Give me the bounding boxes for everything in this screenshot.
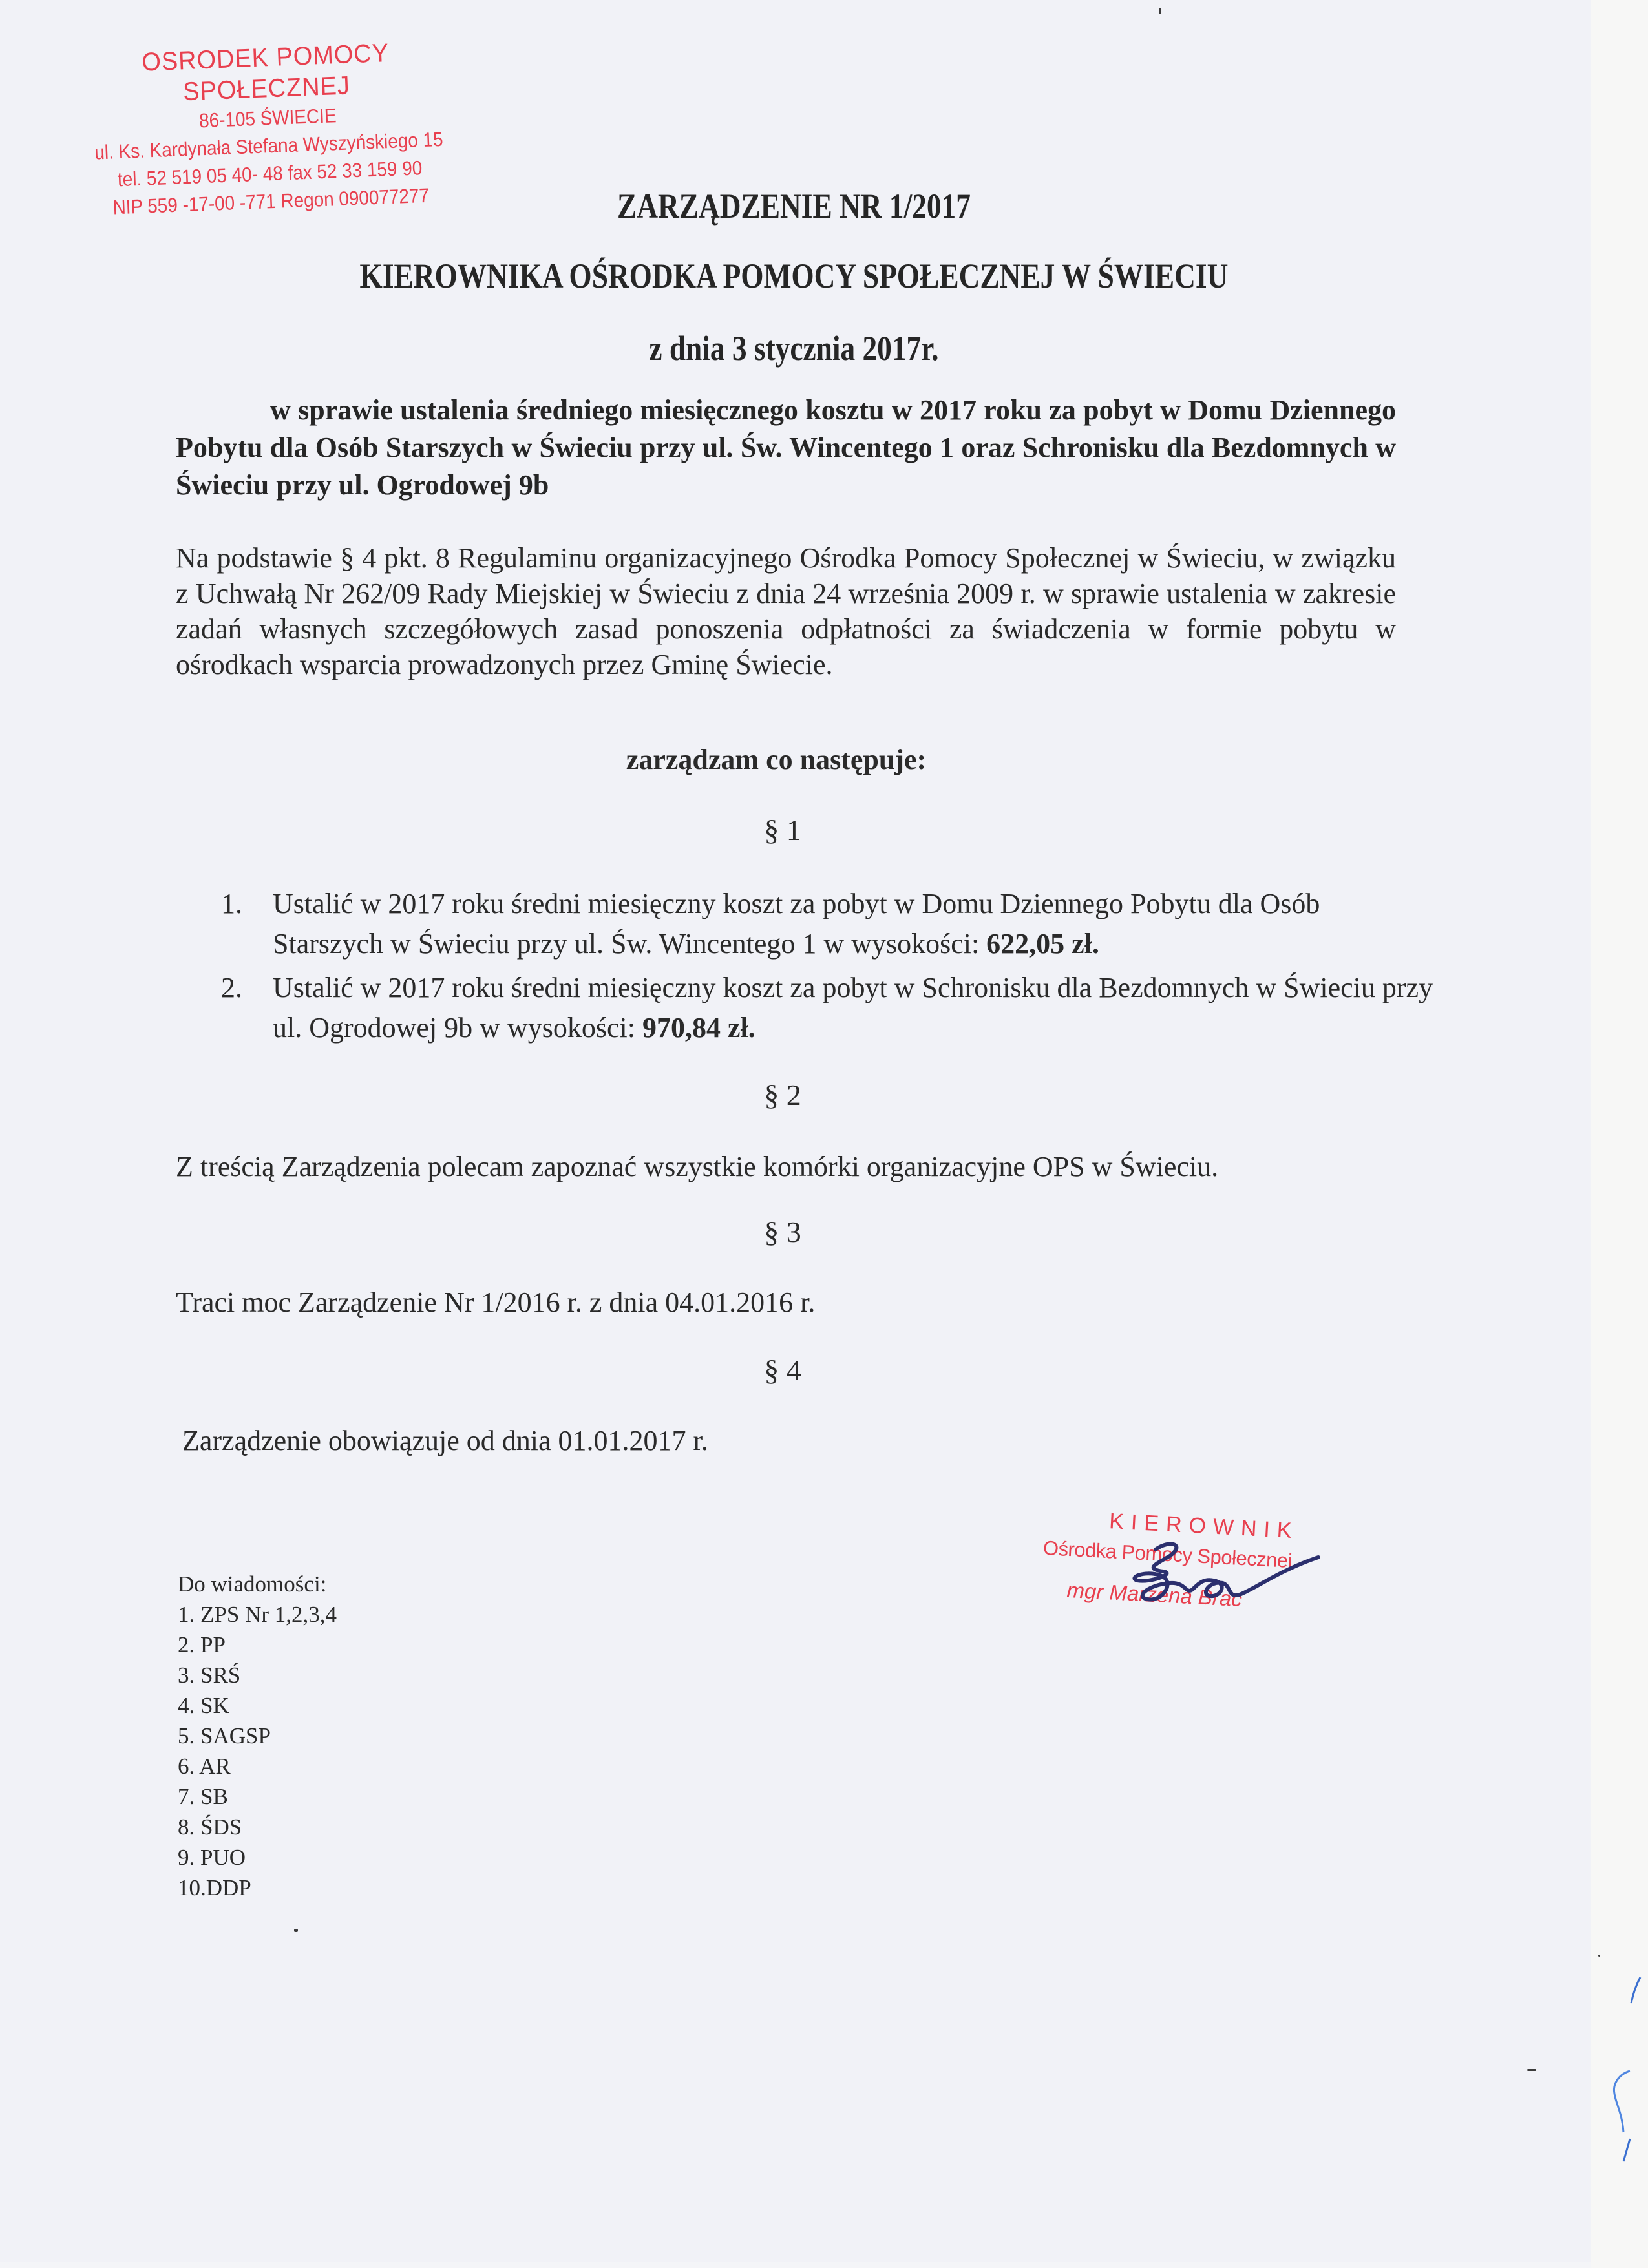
section-mark-3: § 3 <box>764 1215 801 1248</box>
stamp-line-ids: NIP 559 -17-00 -771 Regon 090077277 <box>112 184 430 219</box>
list-item <box>221 968 1436 1048</box>
distribution-list <box>178 1569 337 1903</box>
section-2-text: Z treścią Zarządzenia polecam zapoznać wszystkie komórki organizacyjne OPS w Świeciu. <box>176 1151 1219 1182</box>
list-item-text: Ustalić w 2017 roku średni miesięczny koszt za pobyt w Schronisku dla Bezdomnych w Świeciu przy ul. Ogrodowej 9b w wysokości: <box>273 972 1433 1044</box>
section-1-list <box>221 884 1436 1052</box>
list-item-text: Ustalić w 2017 roku średni miesięczny koszt za pobyt w Domu Dziennego Pobytu dla Osób Starszych w Świeciu przy ul. Św. Wincentego 1 w wysokości: <box>273 888 1320 960</box>
section-mark-1: § 1 <box>764 814 801 846</box>
distribution-item: 6. AR <box>178 1754 231 1779</box>
scan-speck <box>1527 2069 1536 2071</box>
document-title: ZARZĄDZENIE NR 1/2017 <box>617 187 971 226</box>
stamp-line-name: OSRODEK POMOCY SPOŁECZNEJ <box>141 38 390 107</box>
handwritten-signature <box>1125 1538 1338 1615</box>
cost-amount: 970,84 zł. <box>642 1012 755 1044</box>
document-date: z dnia 3 stycznia 2017r. <box>649 329 939 368</box>
list-item-number: 1. <box>221 888 242 919</box>
signature-stamp-org: Ośrodka Pomocy Społecznej <box>1042 1536 1293 1573</box>
document-issuer: KIEROWNIKA OŚRODKA POMOCY SPOŁECZNEJ W ŚWIECIU <box>359 257 1229 295</box>
signature-stamp-title: KIEROWNIK <box>1108 1509 1300 1544</box>
section-mark-2: § 2 <box>764 1078 801 1111</box>
section-4-text: Zarządzenie obowiązuje od dnia 01.01.2017 r. <box>182 1425 708 1456</box>
distribution-item: 9. PUO <box>178 1845 246 1870</box>
document-subject: w sprawie ustalenia średniego miesięcznego kosztu w 2017 roku za pobyt w Domu Dziennego Pobytu dla Osób Starszych w Świeciu przy ul. Św. Wincentego 1 oraz Schronisku dla Bezdomnych w Świeciu przy ul. Ogrodowej 9b <box>176 394 1396 501</box>
signature-stamp-name: mgr Marzena Brac <box>1066 1577 1243 1612</box>
stamp-line-phone: tel. 52 519 05 40- 48 fax 52 33 159 90 <box>117 156 423 191</box>
section-mark-4: § 4 <box>764 1354 801 1387</box>
scan-speck <box>294 1929 298 1932</box>
cost-amount: 622,05 zł. <box>986 928 1099 960</box>
scan-margin <box>1591 0 1648 2268</box>
distribution-item: 8. ŚDS <box>178 1814 242 1840</box>
list-item <box>221 884 1436 964</box>
distribution-item: 2. PP <box>178 1632 226 1657</box>
scan-speck <box>1159 8 1161 14</box>
section-3-text: Traci moc Zarządzenie Nr 1/2016 r. z dnia 04.01.2016 r. <box>176 1286 816 1318</box>
stamp-line-city: 86-105 ŚWIECIE <box>198 104 337 132</box>
distribution-item: 10.DDP <box>178 1875 251 1900</box>
list-item-number: 2. <box>221 972 242 1003</box>
orders-intro: zarządzam co następuje: <box>626 744 927 775</box>
distribution-heading: Do wiadomości: <box>178 1571 327 1597</box>
ink-mark <box>1590 1938 1648 2262</box>
distribution-item: 7. SB <box>178 1784 228 1809</box>
distribution-item: 5. SAGSP <box>178 1723 271 1748</box>
distribution-item: 4. SK <box>178 1693 229 1718</box>
legal-basis-paragraph: Na podstawie § 4 pkt. 8 Regulaminu organizacyjnego Ośrodka Pomocy Społecznej w Świeciu, w związku z Uchwałą Nr 262/09 Rady Miejskiej w Świeciu z dnia 24 września 2009 r. w sprawie ustalenia w zakresie zadań własnych szczegółowych zasad ponoszenia odpłatności za świadczenia w formie pobytu w ośrodkach wsparcia prowadzonych przez Gminę Świecie. <box>176 542 1396 680</box>
stamp-line-street: ul. Ks. Kardynała Stefana Wyszyńskiego 15 <box>94 127 444 164</box>
distribution-item: 1. ZPS Nr 1,2,3,4 <box>178 1602 337 1627</box>
distribution-item: 3. SRŚ <box>178 1663 241 1688</box>
